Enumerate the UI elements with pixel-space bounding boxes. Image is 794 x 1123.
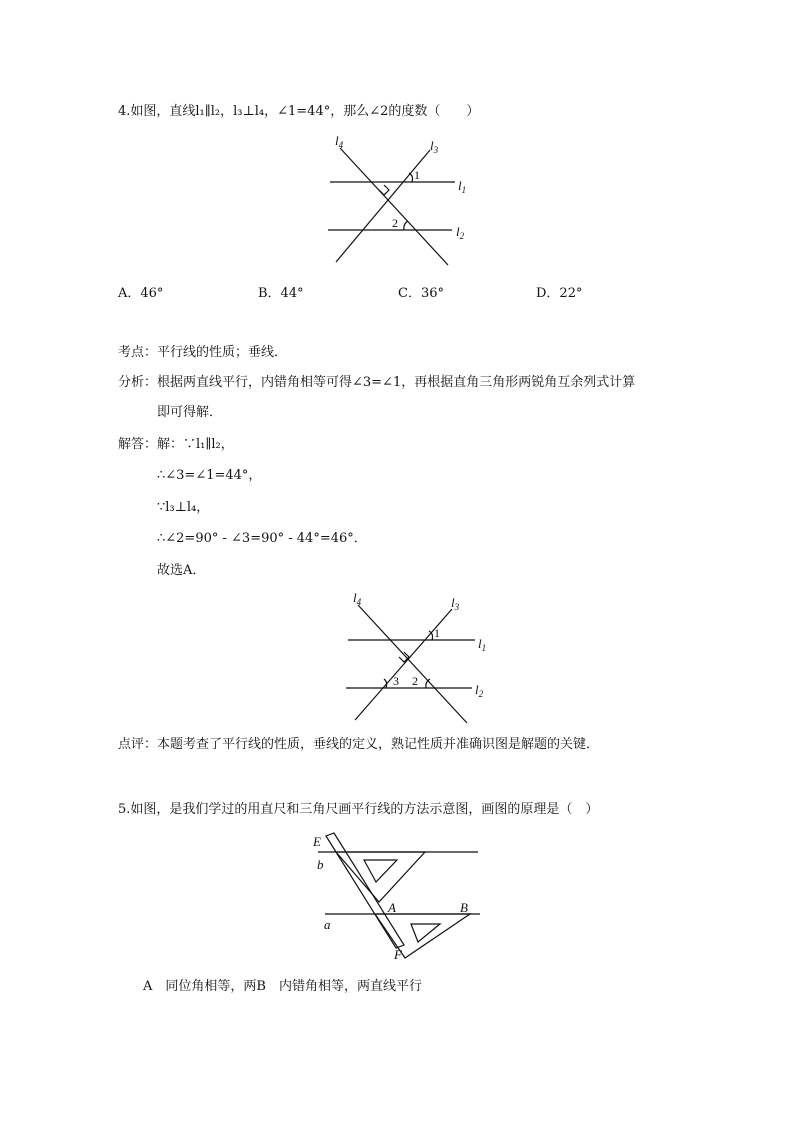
q4-fenxi-line1: 分析：根据两直线平行，内错角相等可得∠3=∠1，再根据直角三角形两锐角互余列式计算 [118, 375, 636, 390]
fig3-lower-triangle-inner [411, 924, 440, 942]
fig3-label-F: F [394, 947, 402, 962]
q4-jieda-line5: 故选A． [157, 563, 206, 578]
fig1-label-l1: $l_1$ [458, 178, 467, 195]
fig1-line-l3 [336, 150, 430, 262]
fig2-label-l3: $l_3$ [451, 595, 460, 612]
fig1-label-l2: $l_2$ [456, 224, 465, 241]
fig2-angle1-arc [429, 631, 433, 640]
fig2-line-l3 [355, 609, 452, 720]
fig3-upper-triangle-inner [364, 860, 397, 882]
fig1-angle1-arc [409, 173, 413, 182]
q4-option-b: B．44° [258, 286, 304, 301]
fig2-label-angle3: 3 [393, 674, 399, 688]
fig2-label-l2: $l_2$ [475, 682, 484, 699]
q4-dianping: 点评：本题考查了平行线的性质，垂线的定义，熟记性质并准确识图是解题的关键． [118, 737, 600, 752]
q4-jieda-line2: ∴∠3=∠1=44°， [157, 468, 262, 483]
fig2-label-l4: $l_4$ [353, 590, 362, 607]
q4-jieda-line1: 解答：解：∵l₁∥l₂， [118, 437, 234, 452]
fig2-label-l1: $l_1$ [478, 636, 487, 653]
q4-kaodian: 考点：平行线的性质；垂线． [118, 345, 288, 360]
fig3-lower-triangle [375, 914, 470, 958]
fig2-label-angle1: 1 [434, 626, 440, 640]
q4-jieda-line4: ∴∠2=90° - ∠3=90° - 44°=46°． [157, 531, 367, 546]
fig1-label-l4: $l_4$ [335, 133, 344, 150]
fig1-label-l3: $l_3$ [430, 138, 439, 155]
fig2-label-angle2: 2 [412, 674, 418, 688]
q4-jieda-line3: ∵l₃⊥l₄， [157, 500, 210, 515]
fig3-label-A: A [388, 900, 396, 915]
fig1-label-angle1: 1 [414, 168, 420, 182]
q5-options: A 同位角相等，两B 内错角相等，两直线平行 [143, 979, 422, 994]
q5-stem: 5.如图，是我们学过的用直尺和三角尺画平行线的方法示意图，画图的原理是（ ） [118, 802, 599, 817]
fig2-line-l4 [358, 605, 467, 723]
fig3-label-a: a [324, 917, 331, 932]
fig1-right-angle-mark [379, 185, 389, 195]
fig1-angle2-arc [404, 221, 408, 230]
q4-option-d: D．22° [536, 286, 583, 301]
fig3-label-B: B [460, 900, 468, 915]
fig3-label-E: E [313, 834, 321, 849]
fig3-upper-triangle [336, 852, 425, 902]
fig2-right-angle-mark [399, 652, 409, 662]
fig2-angle2-arc [426, 679, 430, 688]
fig1-label-angle2: 2 [392, 216, 398, 230]
q4-option-a: A．46° [118, 286, 164, 301]
q4-stem: 4.如图，直线l₁∥l₂，l₃⊥l₄，∠1=44°，那么∠2的度数（ ） [118, 104, 480, 119]
fig3-ruler [326, 833, 404, 948]
fig3-label-b: b [317, 857, 324, 872]
fig1-line-l4 [340, 148, 448, 265]
fig2-angle3-arc [384, 679, 387, 688]
q4-fenxi-line2: 即可得解． [157, 405, 223, 420]
q4-option-c: C．36° [398, 286, 444, 301]
